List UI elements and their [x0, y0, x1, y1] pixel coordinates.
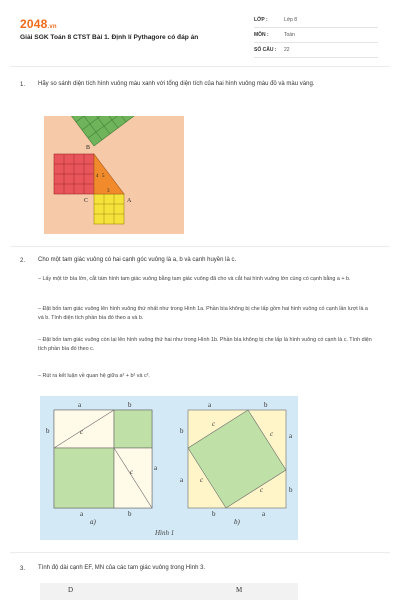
document-title: Giải SGK Toán 8 CTST Bài 1. Định lí Pythagore có đáp án — [20, 34, 199, 41]
question-1-number: 1. — [20, 82, 26, 88]
question-2-text: Cho một tam giác vuông có hai cạnh góc vuông là a, b và cạnh huyền là c. — [38, 257, 237, 263]
vertex-b-label: B — [86, 145, 91, 151]
header-divider — [10, 66, 390, 67]
meta-count-value: 22 — [284, 47, 290, 53]
side-3-label: 3 — [107, 189, 110, 194]
side-5-label: 5 — [102, 174, 105, 179]
question-2-figure — [40, 396, 298, 540]
label-c: c — [212, 420, 216, 428]
label-a: a — [262, 510, 266, 518]
figure-caption: Hình 1 — [155, 529, 175, 537]
figure-1a-label: a) — [90, 518, 96, 526]
label-c: c — [260, 486, 264, 494]
label-a: a — [78, 401, 82, 409]
meta-divider — [254, 57, 378, 58]
label-a: a — [80, 510, 84, 518]
red-square — [54, 154, 94, 194]
meta-subject-value: Toán — [284, 32, 295, 38]
question-2-number: 2. — [20, 258, 26, 264]
question-3-number: 3. — [20, 566, 26, 572]
label-b: b — [289, 486, 293, 494]
vertex-d-label: D — [68, 586, 74, 594]
question-2-part-4: – Rút ra kết luận về quan hệ giữa a² + b² và c². — [38, 373, 150, 379]
label-a: a — [180, 476, 184, 484]
question-divider — [10, 246, 390, 247]
question-1-figure — [44, 116, 184, 234]
question-3-text: Tính độ dài cạnh EF, MN của các tam giác vuông trong Hình 3. — [38, 565, 206, 571]
question-1-text: Hãy so sánh diện tích hình vuông màu xanh với tổng diện tích của hai hình vuông màu đỏ và màu vàng. — [38, 81, 315, 87]
meta-class-value: Lớp 8 — [284, 17, 298, 23]
question-divider — [10, 552, 390, 553]
meta-class-label: LỚP : — [254, 17, 268, 23]
label-b: b — [128, 510, 132, 518]
label-c: c — [80, 428, 84, 436]
meta-divider — [254, 42, 378, 43]
logo-text: 2048 — [20, 17, 48, 31]
question-2-part-2: – Đặt bốn tam giác vuông lên hình vuông thứ nhất như trong Hình 1a. Phần bìa không bị che lấp gồm hai hình vuông có cạnh lần lượt là a và b. Tính diện tích phần bìa đó theo a và b. — [38, 306, 368, 321]
label-b: b — [128, 401, 132, 409]
question-3-figure — [40, 583, 298, 600]
logo-suffix: .vn — [47, 24, 57, 30]
question-2-part-3: – Đặt bốn tam giác vuông còn lại lên hình vuông thứ hai như trong Hình 1b. Phần bìa không bị che lấp là hình vuông có cạnh là c. Tính diện tích phần bìa đó theo c. — [38, 337, 372, 352]
label-c: c — [200, 476, 204, 484]
label-a: a — [154, 464, 158, 472]
figure-1b — [180, 401, 293, 526]
label-b: b — [180, 427, 184, 435]
label-a: a — [208, 401, 212, 409]
vertex-a-label: A — [127, 198, 132, 204]
vertex-c-label: C — [84, 198, 89, 204]
label-b: b — [46, 427, 50, 435]
label-b: b — [264, 401, 268, 409]
figure-1b-label: b) — [234, 518, 240, 526]
vertex-m-label: M — [236, 586, 243, 594]
label-b: b — [212, 510, 216, 518]
meta-subject-label: MÔN : — [254, 32, 269, 38]
label-c: c — [130, 468, 134, 476]
yellow-square — [94, 194, 124, 224]
page-header — [0, 0, 400, 62]
meta-divider — [254, 27, 378, 28]
label-a: a — [289, 432, 293, 440]
site-logo[interactable] — [20, 17, 57, 31]
figure-1a — [46, 401, 158, 526]
label-c: c — [270, 430, 274, 438]
side-4-label: 4 — [96, 174, 99, 179]
question-2-part-1: – Lấy một tờ bìa lớn, cắt tám hình tam giác vuông bằng tam giác vuông đã cho và cắt hai hình vuông lớn cùng có cạnh bằng a + b. — [38, 276, 351, 282]
meta-count-label: SỐ CÂU : — [254, 47, 277, 53]
